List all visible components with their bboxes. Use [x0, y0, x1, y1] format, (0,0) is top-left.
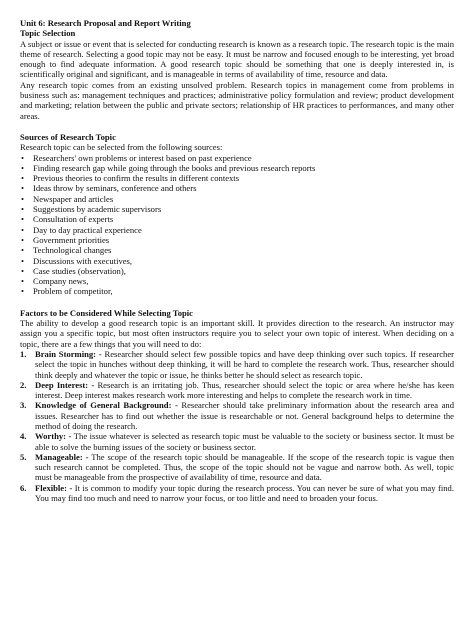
source-item-text: Discussions with executives,: [33, 255, 133, 266]
factor-title: Brain Storming: -: [35, 348, 102, 359]
source-item: [20, 235, 454, 245]
source-item-text: Government priorities: [33, 234, 110, 245]
bullet-icon: •: [21, 162, 25, 173]
source-item: [20, 163, 454, 173]
unit-heading: Unit 6: Research Proposal and Report Writing: [20, 18, 191, 28]
bullet-icon: •: [21, 265, 25, 276]
bullet-icon: •: [21, 214, 25, 225]
factor-text: Research is an irritating job. Thus, researcher should select the topic or area where he/she has keen interest. Deep interest makes research work more interesting and helps to complete the research work in time.: [35, 379, 454, 401]
document-body: [20, 18, 454, 503]
source-item: [20, 276, 454, 286]
factor-item: [20, 483, 454, 504]
factor-number: 4.: [20, 431, 27, 442]
bullet-icon: •: [21, 286, 25, 297]
factor-title: Knowledge of General Background: -: [35, 400, 178, 411]
source-item-text: Suggestions by academic supervisors: [33, 204, 162, 215]
source-item-text: Problem of competitor,: [33, 286, 113, 297]
factor-text: It is common to modify your topic during the research process. You can never be sure of what you may find. You may find too much and need to narrow your focus, or too little and need to broaden your focus.: [35, 482, 454, 504]
factor-title: Worthy: -: [35, 431, 72, 442]
factor-text: Researcher should take preliminary information about the research area and issues. Researcher has to find out whether the issue is researchable or not. General background helps to determine the method of doing the research.: [35, 400, 454, 431]
factor-item: [20, 380, 454, 401]
topic-selection-paragraph-2: Any research topic comes from an existing unsolved problem. Research topics in management come from problems in business such as: management techniques and practices; administrative policy formulation and review; product development and marketing; relation between the public and private sectors; relationship of HR practices to performances, and many other areas.: [20, 79, 454, 121]
bullet-icon: •: [21, 193, 25, 204]
factor-text: The scope of the research topic should be manageable. If the scope of the research topic is vague then such research cannot be completed. Thus, the scope of the topic should not be vague and narrow both. As well, topic must be manageable from the prospective of availability of time, resource and data.: [35, 451, 454, 483]
factor-number: 1.: [20, 348, 27, 359]
source-item-text: Case studies (observation),: [33, 265, 126, 276]
bullet-icon: •: [21, 255, 25, 266]
bullet-icon: •: [21, 224, 25, 235]
bullet-icon: •: [21, 152, 25, 163]
source-item: [20, 204, 454, 214]
bullet-icon: •: [21, 183, 25, 194]
bullet-icon: •: [21, 234, 25, 245]
bullet-icon: •: [21, 204, 25, 215]
source-item-text: Day to day practical experience: [33, 224, 142, 235]
source-item: [20, 153, 454, 163]
source-item: [20, 266, 454, 276]
source-item-text: Newspaper and articles: [33, 193, 114, 204]
bullet-icon: •: [21, 245, 25, 256]
source-item-text: Company news,: [33, 276, 89, 287]
source-item-text: Researchers' own problems or interest based on past experience: [33, 152, 252, 163]
sources-heading: Sources of Research Topic: [20, 131, 116, 142]
factor-number: 5.: [20, 451, 27, 462]
factor-text: The issue whatever is selected as research topic must be valuable to the society or business sector. It must be able to solve the burning issues of the society or business sector.: [35, 431, 455, 452]
factor-text: Researcher should select few possible topics and have deep thinking over such topics. If researcher select the topic in hunches without deep thinking, it will be hard to complete the research work. Thus, researcher should think deeply and whatever the topic or issue, he thinks better he should select as research topic.: [35, 348, 455, 380]
source-item: [20, 214, 454, 224]
factors-intro: The ability to develop a good research topic is an important skill. It provides direction to the research. An instructor may assign you a specific topic, but most often instructors require you to select your own topic of interest. When deciding on a topic, there are a few things that you will need to do:: [20, 318, 454, 349]
source-item: [20, 225, 454, 235]
factor-number: 3.: [20, 400, 27, 411]
factor-item: [20, 349, 454, 380]
source-item: [20, 183, 454, 193]
factor-item: [20, 431, 454, 452]
source-item-text: Finding research gap while going through the books and previous research reports: [33, 162, 316, 173]
source-item-text: Previous theories to confirm the results in different contexts: [33, 173, 240, 184]
source-item: [20, 173, 454, 183]
factor-title: Flexible: -: [35, 482, 73, 493]
topic-selection-paragraph-1: A subject or issue or event that is selected for conducting research is known as a research topic. The research topic is the main theme of research. Selecting a good topic may not be easy. It must be narrow and focused enough to be interesting, yet broad enough to find adequate information. A good research topic should be something that one is deeply interested in, is scientifically original and significant, and is manageable in terms of availability of time, resource and data.: [20, 38, 454, 80]
sources-intro: Research topic can be selected from the following sources:: [20, 142, 223, 153]
sources-list: [20, 153, 454, 297]
factor-item: [20, 452, 454, 483]
factor-number: 2.: [20, 379, 27, 390]
bullet-icon: •: [21, 276, 25, 287]
source-item-text: Consultation of experts: [33, 214, 114, 225]
source-item-text: Technological changes: [33, 245, 112, 256]
factor-item: [20, 400, 454, 431]
factor-title: Manageable: -: [35, 451, 89, 462]
topic-selection-heading: Topic Selection: [20, 28, 76, 39]
factors-list: [20, 349, 454, 503]
source-item: [20, 256, 454, 266]
source-item: [20, 286, 454, 296]
factor-number: 6.: [20, 482, 27, 493]
factors-heading: Factors to be Considered While Selecting Topic: [20, 307, 193, 318]
bullet-icon: •: [21, 173, 25, 184]
source-item: [20, 194, 454, 204]
source-item-text: Ideas throw by seminars, conference and others: [33, 183, 197, 194]
factor-title: Deep Interest: -: [35, 379, 95, 390]
source-item: [20, 245, 454, 255]
